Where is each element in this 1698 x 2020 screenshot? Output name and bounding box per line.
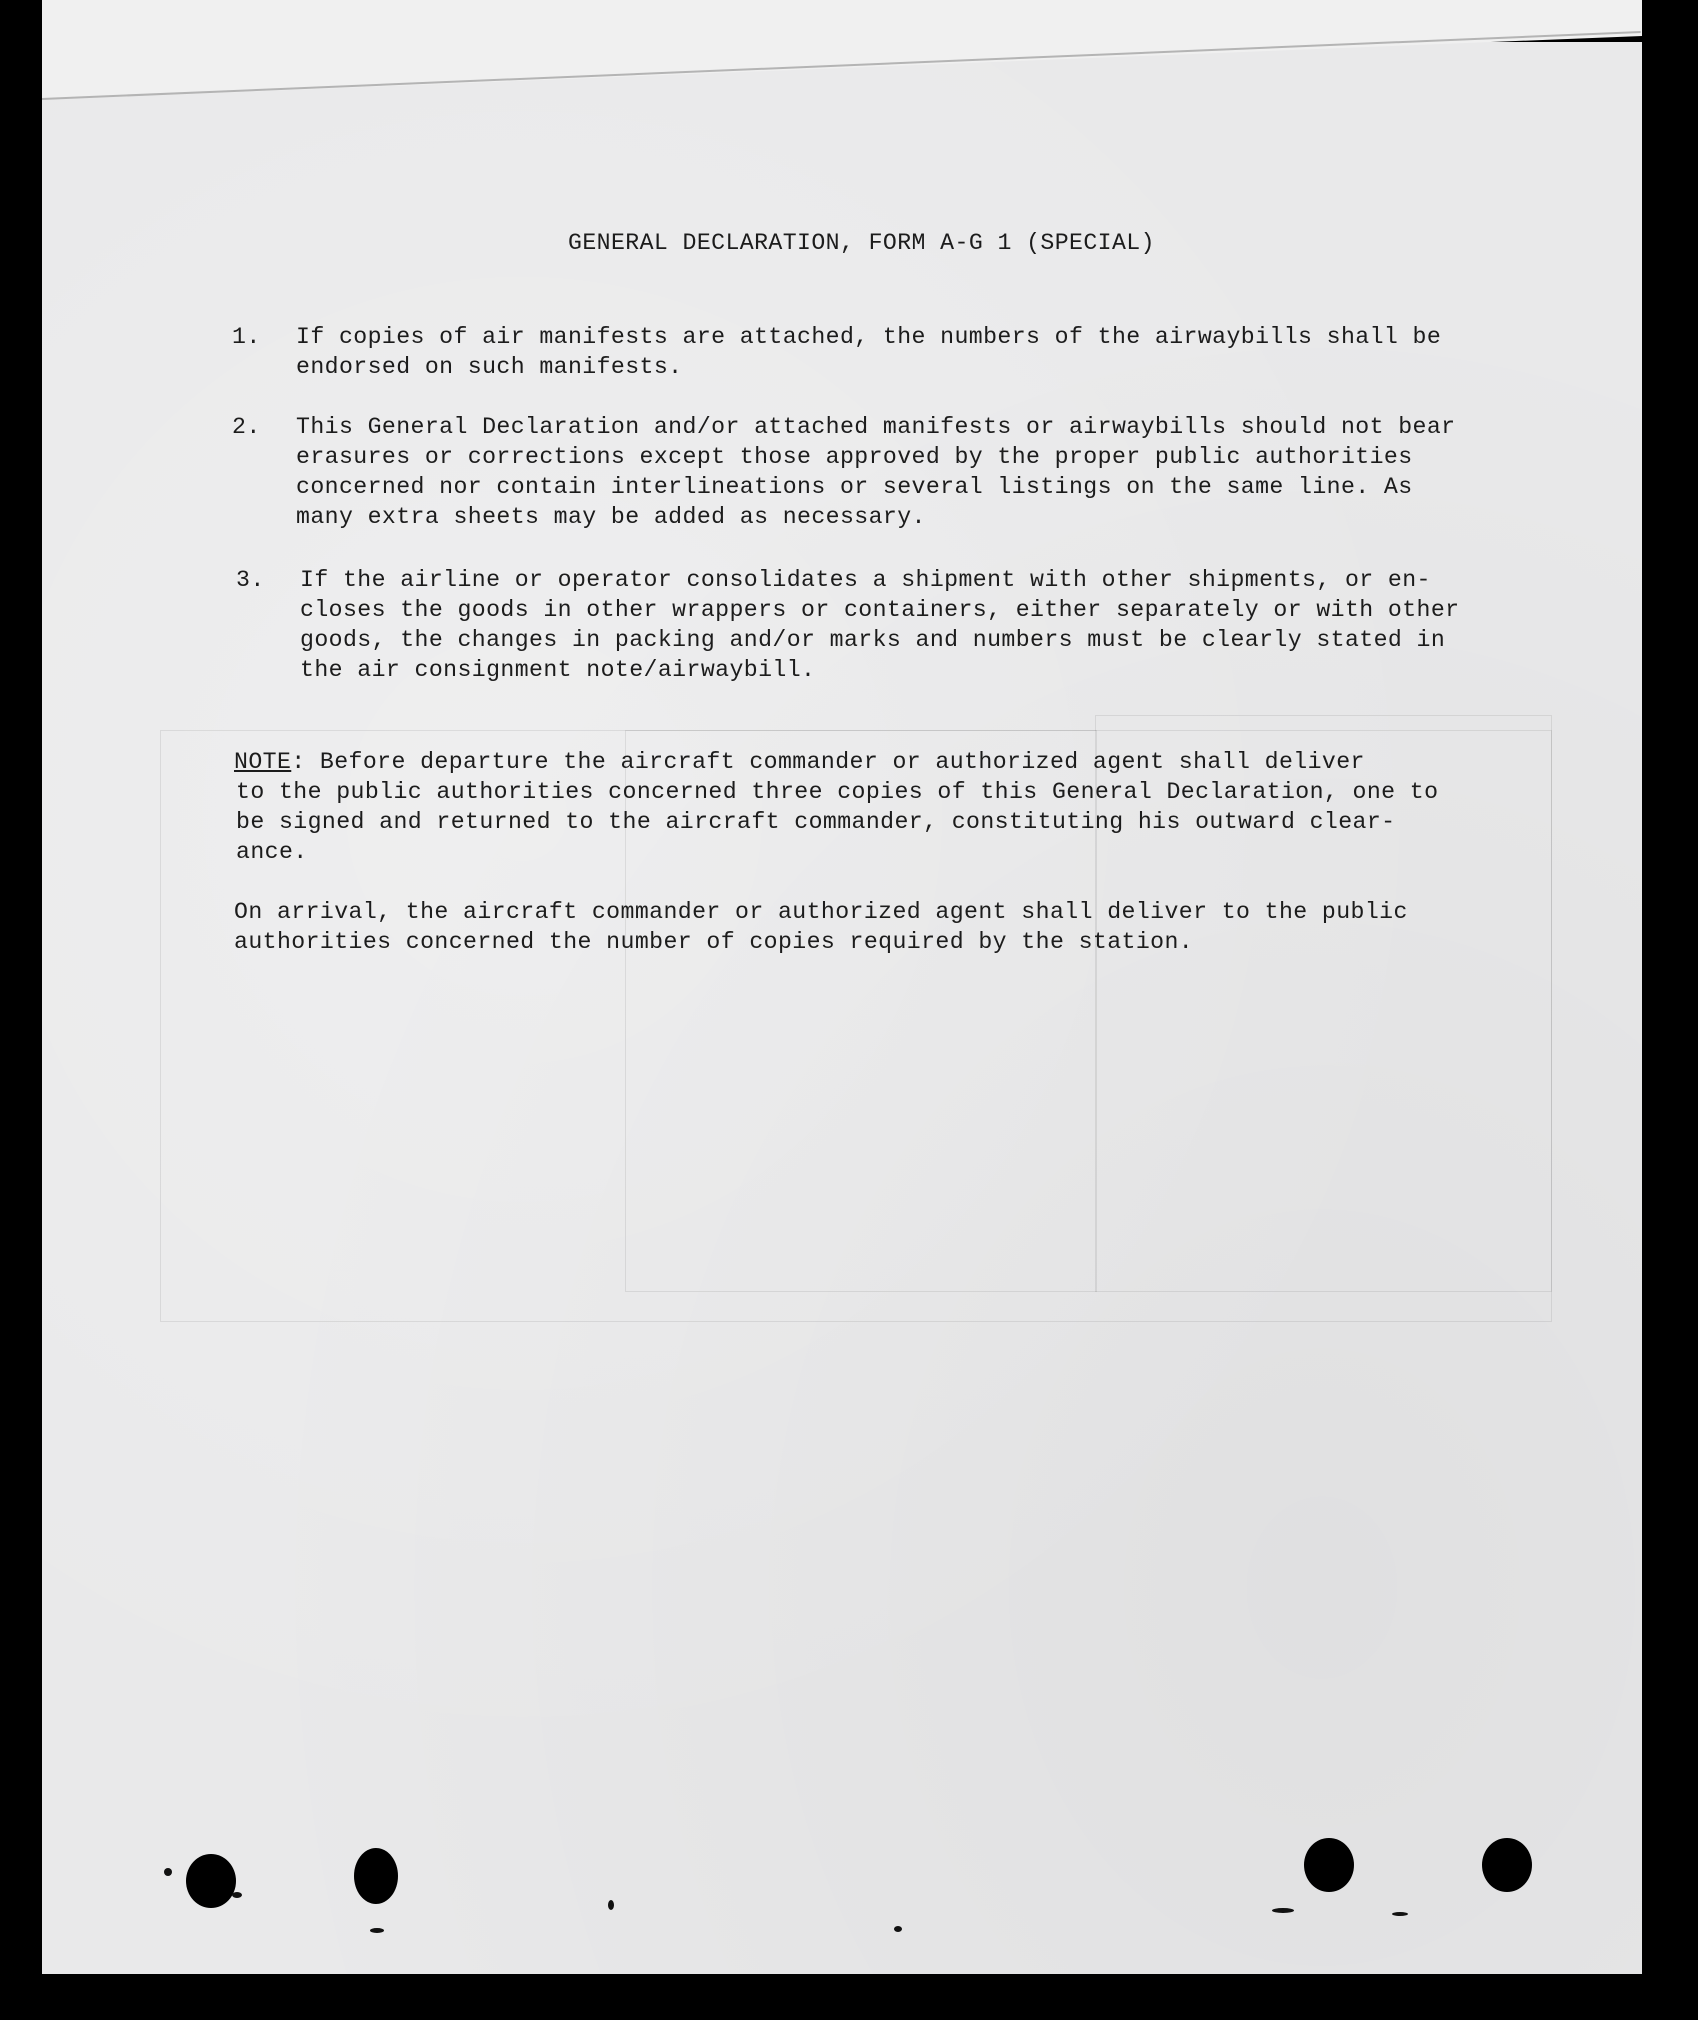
ink-speck — [608, 1900, 614, 1910]
item-3-line: If the airline or operator consolidates a shipment with other shipments, or en- — [300, 567, 1431, 593]
arrival-line: authorities concerned the number of copies required by the station. — [234, 929, 1194, 955]
ink-speck — [164, 1868, 172, 1876]
note-first-line — [234, 747, 1365, 777]
item-1-line: If copies of air manifests are attached, the numbers of the airwaybills shall be — [296, 324, 1442, 350]
item-number: 2. — [232, 414, 261, 440]
ink-speck — [232, 1892, 242, 1898]
ink-speck — [1392, 1912, 1408, 1916]
punch-hole — [1482, 1838, 1532, 1892]
ink-speck — [370, 1928, 384, 1933]
punch-hole — [1304, 1838, 1354, 1892]
item-2-line: erasures or corrections except those approved by the proper public authorities — [296, 444, 1413, 470]
ink-speck — [1272, 1908, 1294, 1913]
note-line: ance. — [236, 839, 308, 865]
note-line: be signed and returned to the aircraft commander, constituting his outward clear- — [236, 809, 1396, 835]
ink-speck — [894, 1926, 902, 1932]
arrival-line: On arrival, the aircraft commander or authorized agent shall deliver to the public — [234, 899, 1408, 925]
item-2-line: many extra sheets may be added as necessary. — [296, 504, 926, 530]
punch-hole — [186, 1854, 236, 1908]
note-first-line-text: : Before departure the aircraft commander or authorized agent shall deliver — [291, 749, 1365, 775]
page-title: GENERAL DECLARATION, FORM A-G 1 (SPECIAL) — [568, 230, 1155, 256]
punch-hole — [354, 1848, 398, 1904]
note-line: to the public authorities concerned three copies of this General Declaration, one to — [236, 779, 1439, 805]
item-3-line: the air consignment note/airwaybill. — [300, 657, 816, 683]
item-3-line: goods, the changes in packing and/or marks and numbers must be clearly stated in — [300, 627, 1446, 653]
item-2-line: This General Declaration and/or attached manifests or airwaybills should not bear — [296, 414, 1456, 440]
item-1-line: endorsed on such manifests. — [296, 354, 683, 380]
item-3-line: closes the goods in other wrappers or containers, either separately or with other — [300, 597, 1460, 623]
item-2-line: concerned nor contain interlineations or several listings on the same line. As — [296, 474, 1413, 500]
item-number: 1. — [232, 324, 261, 350]
note-label: NOTE — [234, 749, 292, 775]
item-number: 3. — [236, 567, 265, 593]
